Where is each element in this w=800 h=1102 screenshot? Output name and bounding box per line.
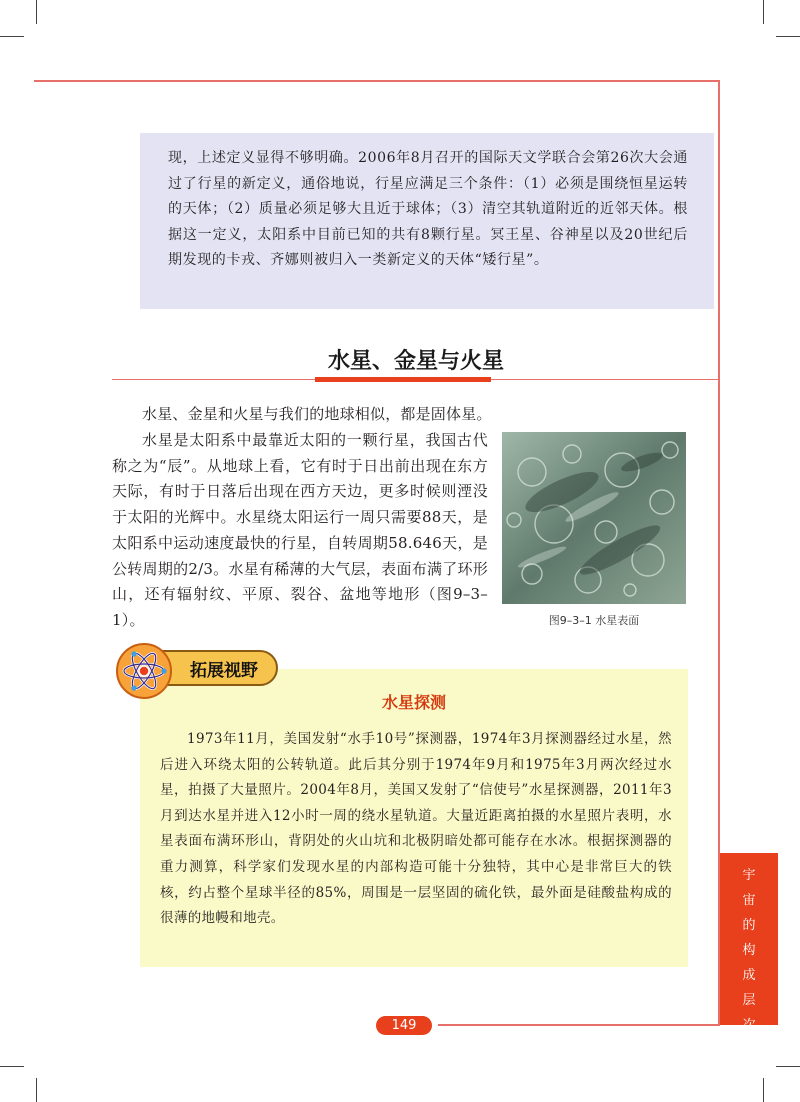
title-underline-bar — [315, 377, 491, 382]
side-tab-char: 次 — [742, 1018, 756, 1033]
crop-mark — [36, 0, 37, 24]
mercury-surface-photo — [502, 432, 686, 604]
crop-mark — [776, 1066, 800, 1067]
side-tab-char: 成 — [742, 968, 756, 983]
mercury-paragraph — [112, 428, 488, 634]
crop-mark — [763, 1078, 764, 1102]
extension-box — [140, 669, 688, 967]
side-tab-char: 宇 — [742, 868, 756, 883]
intro-text: 水星、金星和火星与我们的地球相似，都是固体星。 — [142, 405, 492, 423]
extension-text: 1973年11月，美国发射“水手10号”探测器，1974年3月探测器经过水星，然后进入环绕太阳的公转轨道。此后其分别于1974年9月和1975年3月两次经过水星，拍摄了大量照片。2004年8月，美国又发射了“信使号”水星探测器，2011年3月到达水星并进入12小时一周的绕水星轨道。大量近距离拍摄的水星照片表明，水星表面布满环形山，背阴处的火山坑和北极阴暗处都可能存在水冰。根据探测器的重力测算，科学家们发现水星的内部构造可能十分独特，其中心是非常巨大的铁核，约占整个星球半径的85%，周围是一层坚固的硫化铁，最外面是硅酸盐构成的很薄的地幔和地壳。 — [160, 731, 672, 927]
side-tab-char: 构 — [742, 943, 756, 958]
figure-caption: 图9–3–1 水星表面 — [548, 614, 640, 627]
chapter-side-tab-text — [720, 853, 778, 1038]
definition-box — [140, 133, 714, 309]
page-number: 149 — [391, 1018, 417, 1033]
side-tab-char: 的 — [742, 918, 756, 933]
mercury-text: 水星是太阳系中最靠近太阳的一颗行星，我国古代称之为“辰”。从地球上看，它有时于日出前出现在东方天际，有时于日落后出现在西方天边，更多时候则湮没于太阳的光辉中。水星绕太阳运行一周只需要88天，是太阳系中运动速度最快的行星，自转周期58.646天，是公转周期的2/3。水星有稀薄的大气层，表面布满了环形山，还有辐射纹、平原、裂谷、盆地等地形（图9–3–1）。 — [112, 431, 488, 629]
side-tab-char: 层 — [742, 993, 756, 1008]
extension-badge-label: 拓展视野 — [190, 661, 258, 681]
crop-mark — [36, 1078, 37, 1102]
crop-mark — [0, 1066, 24, 1067]
mercury-surface-image — [502, 432, 686, 604]
crop-mark — [0, 36, 24, 37]
crop-mark — [776, 36, 800, 37]
extension-body — [160, 727, 672, 932]
page-frame-top — [34, 80, 720, 82]
definition-text: 现，上述定义显得不够明确。2006年8月召开的国际天文学联合会第26次大会通过了行星的新定义，通俗地说，行星应满足三个条件：（1）必须是围绕恒星运转的天体；（2）质量必须足够大且近于球体；（3）清空其轨道附近的近邻天体。根据这一定义，太阳系中目前已知的共有8颗行星。冥王星、谷神星以及20世纪后期发现的卡戎、齐娜则被归入一类新定义的天体“矮行星”。 — [168, 150, 688, 268]
chapter-side-tab — [720, 853, 778, 1033]
section-title: 水星、金星与火星 — [327, 349, 504, 374]
side-tab-char: 宙 — [742, 893, 756, 908]
intro-paragraph — [112, 402, 712, 428]
atom-icon — [114, 641, 174, 701]
extension-title: 水星探测 — [381, 693, 446, 712]
crop-mark — [763, 0, 764, 24]
page-frame-bottom — [438, 1024, 720, 1026]
